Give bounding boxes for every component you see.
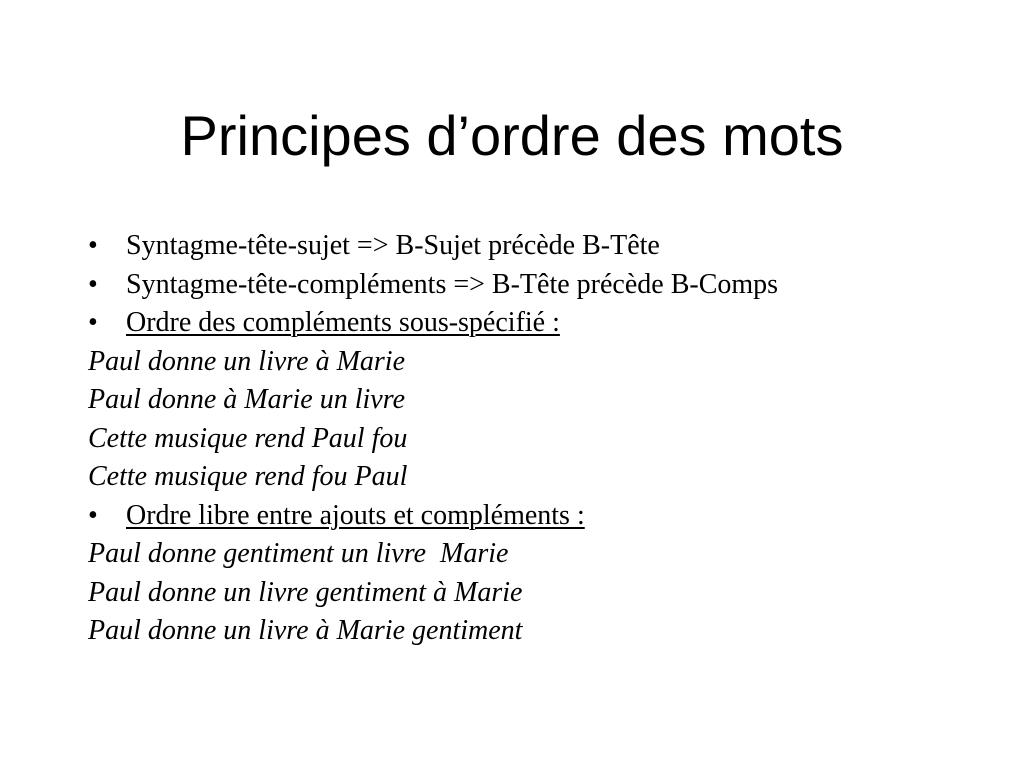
example-sentence: Cette musique rend fou Paul <box>88 461 408 492</box>
example-sentence: Paul donne un livre gentiment à Marie <box>88 576 523 608</box>
bullet-text: Ordre des compléments sous-spécifié : <box>126 307 560 338</box>
slide-title: Principes d’ordre des mots <box>180 104 844 167</box>
bullet-item <box>88 266 896 305</box>
bullet-icon: • <box>88 307 98 338</box>
bullet-text: Syntagme-tête-sujet => B-Sujet précède B-Tête <box>126 230 660 261</box>
bullet-item <box>88 497 888 536</box>
example-sentence: Paul donne à Marie un livre <box>88 384 406 415</box>
slide-body <box>88 227 888 651</box>
bullet-item <box>88 227 888 266</box>
example-sentence: Cette musique rend Paul fou <box>88 422 408 454</box>
bullet-item <box>88 304 888 343</box>
bullet-icon: • <box>88 499 98 531</box>
bullet-text: Syntagme-tête-compléments => B-Tête précède B-Comps <box>126 268 779 300</box>
bullet-text: Ordre libre entre ajouts et compléments : <box>126 499 585 531</box>
example-sentence: Paul donne gentiment un livre Marie <box>88 538 509 569</box>
example-sentence: Paul donne un livre à Marie <box>88 345 406 377</box>
bullet-icon: • <box>88 268 98 300</box>
bullet-icon: • <box>88 230 98 261</box>
example-sentence: Paul donne un livre à Marie gentiment <box>88 615 523 646</box>
